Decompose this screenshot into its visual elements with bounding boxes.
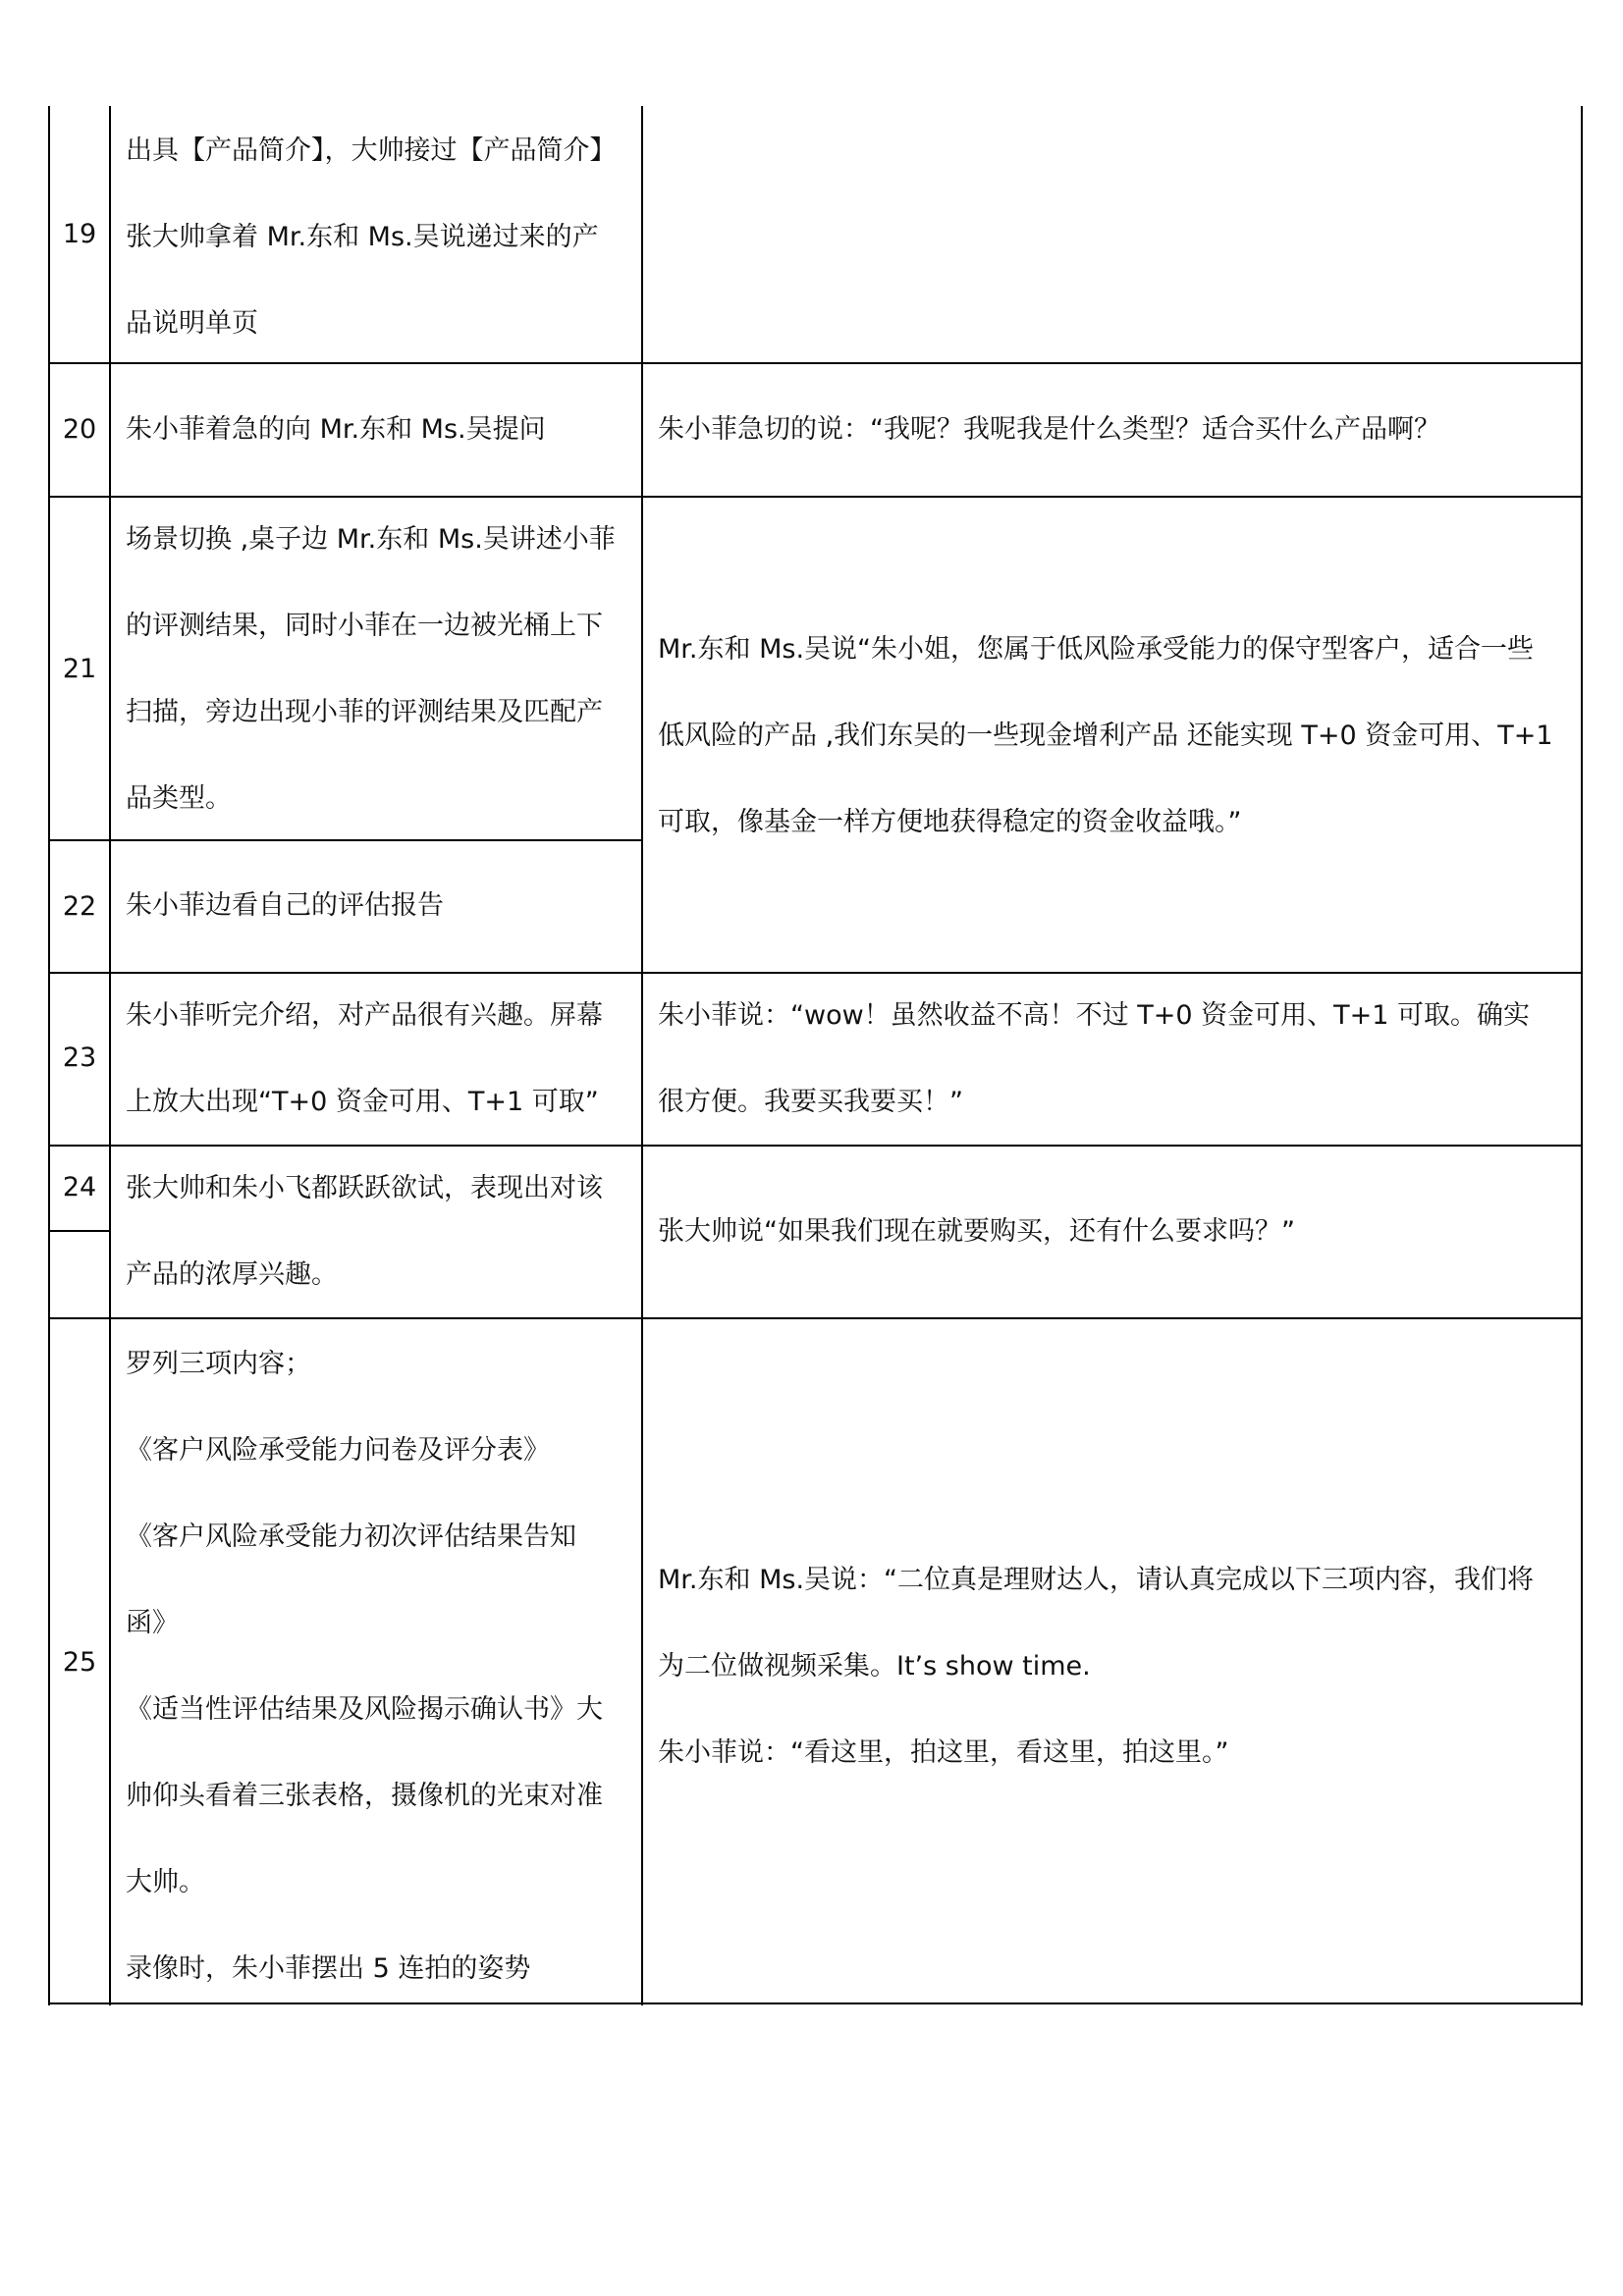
row-25-dialogue-line: Mr.东和 Ms.吴说：“二位真是理财达人，请认真完成以下三项内容，我们将: [658, 1565, 1535, 1595]
row-19-action-line: 张大帅拿着 Mr.东和 Ms.吴说递过来的产: [126, 222, 599, 252]
row-20-action-line: 朱小菲着急的向 Mr.东和 Ms.吴提问: [126, 414, 546, 445]
row-25-action-line: 大帅。: [126, 1867, 205, 1897]
content-column-divider: [641, 106, 643, 2005]
row-21-dialogue-line: Mr.东和 Ms.吴说“朱小姐，您属于低风险承受能力的保守型客户，适合一些: [658, 634, 1535, 665]
row-21-dialogue-line: 可取，像基金一样方便地获得稳定的资金收益哦。”: [658, 807, 1242, 837]
row-23-action-line: 朱小菲听完介绍，对产品很有兴趣。屏幕: [126, 1000, 603, 1031]
row-25-action-line: 罗列三项内容；: [126, 1349, 311, 1379]
row-20-dialogue: [658, 387, 1571, 473]
row-25-action-line: 函》: [126, 1608, 179, 1638]
row-23-action: [126, 973, 636, 1146]
row-number-19: 19: [62, 219, 97, 249]
row-divider-24-sub: [48, 1230, 111, 1232]
row-20-dialogue-line: 朱小菲急切的说：“我呢？我呢我是什么类型？适合买什么产品啊？: [658, 414, 1440, 445]
row-number-24: 24: [62, 1172, 97, 1202]
row-25-dialogue-line: 朱小菲说：“看这里，拍这里，看这里，拍这里。”: [658, 1737, 1229, 1768]
row-25-action-line: 录像时，朱小菲摆出 5 连拍的姿势: [126, 1953, 531, 1984]
row-19-action: [126, 108, 636, 367]
row-number-25: 25: [62, 1647, 97, 1678]
row-24-action-line: 张大帅和朱小飞都跃跃欲试，表现出对该: [126, 1173, 603, 1203]
row-25-dialogue-line: 为二位做视频采集。It’s show time.: [658, 1651, 1091, 1682]
row-21-action-line: 的评测结果，同时小菲在一边被光桶上下: [126, 611, 603, 641]
row-25-action-line: 《客户风险承受能力问卷及评分表》: [126, 1435, 550, 1466]
table-right-border: [1581, 106, 1583, 2005]
row-22-action-line: 朱小菲边看自己的评估报告: [126, 890, 444, 921]
row-21-action-line: 场景切换 ,桌子边 Mr.东和 Ms.吴讲述小菲: [126, 524, 616, 555]
row-25-action: [126, 1321, 636, 2012]
row-24-action: [126, 1146, 636, 1318]
row-24-dialogue-line: 张大帅说“如果我们现在就要购买，还有什么要求吗？”: [658, 1216, 1295, 1247]
row-19-action-line: 出具【产品简介】，大帅接过【产品简介】: [126, 135, 617, 166]
row-21-dialogue-line: 低风险的产品 ,我们东吴的一些现金增利产品 还能实现 T+0 资金可用、T+1: [658, 721, 1553, 751]
row-23-action-line: 上放大出现“T+0 资金可用、T+1 可取”: [126, 1087, 599, 1117]
row-number-23: 23: [62, 1042, 97, 1073]
row-21-action-line: 品类型。: [126, 783, 232, 814]
row-23-dialogue-line: 朱小菲说：“wow！虽然收益不高！不过 T+0 资金可用、T+1 可取。确实: [658, 1000, 1531, 1031]
row-21-action-line: 扫描，旁边出现小菲的评测结果及匹配产: [126, 697, 603, 727]
row-number-21: 21: [62, 654, 97, 684]
row-24-action-line: 产品的浓厚兴趣。: [126, 1259, 338, 1290]
row-25-action-line: 帅仰头看着三张表格，摄像机的光束对准: [126, 1781, 603, 1811]
row-number-22: 22: [62, 891, 97, 922]
row-24-dialogue: [658, 1189, 1571, 1275]
row-23-dialogue: [658, 973, 1571, 1146]
row-21-action: [126, 497, 636, 842]
row-25-action-line: 《适当性评估结果及风险揭示确认书》大: [126, 1694, 603, 1725]
row-20-action: [126, 387, 636, 473]
row-23-dialogue-line: 很方便。我要买我要买！”: [658, 1087, 963, 1117]
row-21-22-dialogue: [658, 607, 1571, 866]
row-25-dialogue: [658, 1537, 1571, 1796]
row-19-action-line: 品说明单页: [126, 308, 258, 339]
row-25-action-line: 《客户风险承受能力初次评估结果告知: [126, 1522, 576, 1552]
row-number-20: 20: [62, 414, 97, 445]
row-22-action: [126, 863, 636, 949]
